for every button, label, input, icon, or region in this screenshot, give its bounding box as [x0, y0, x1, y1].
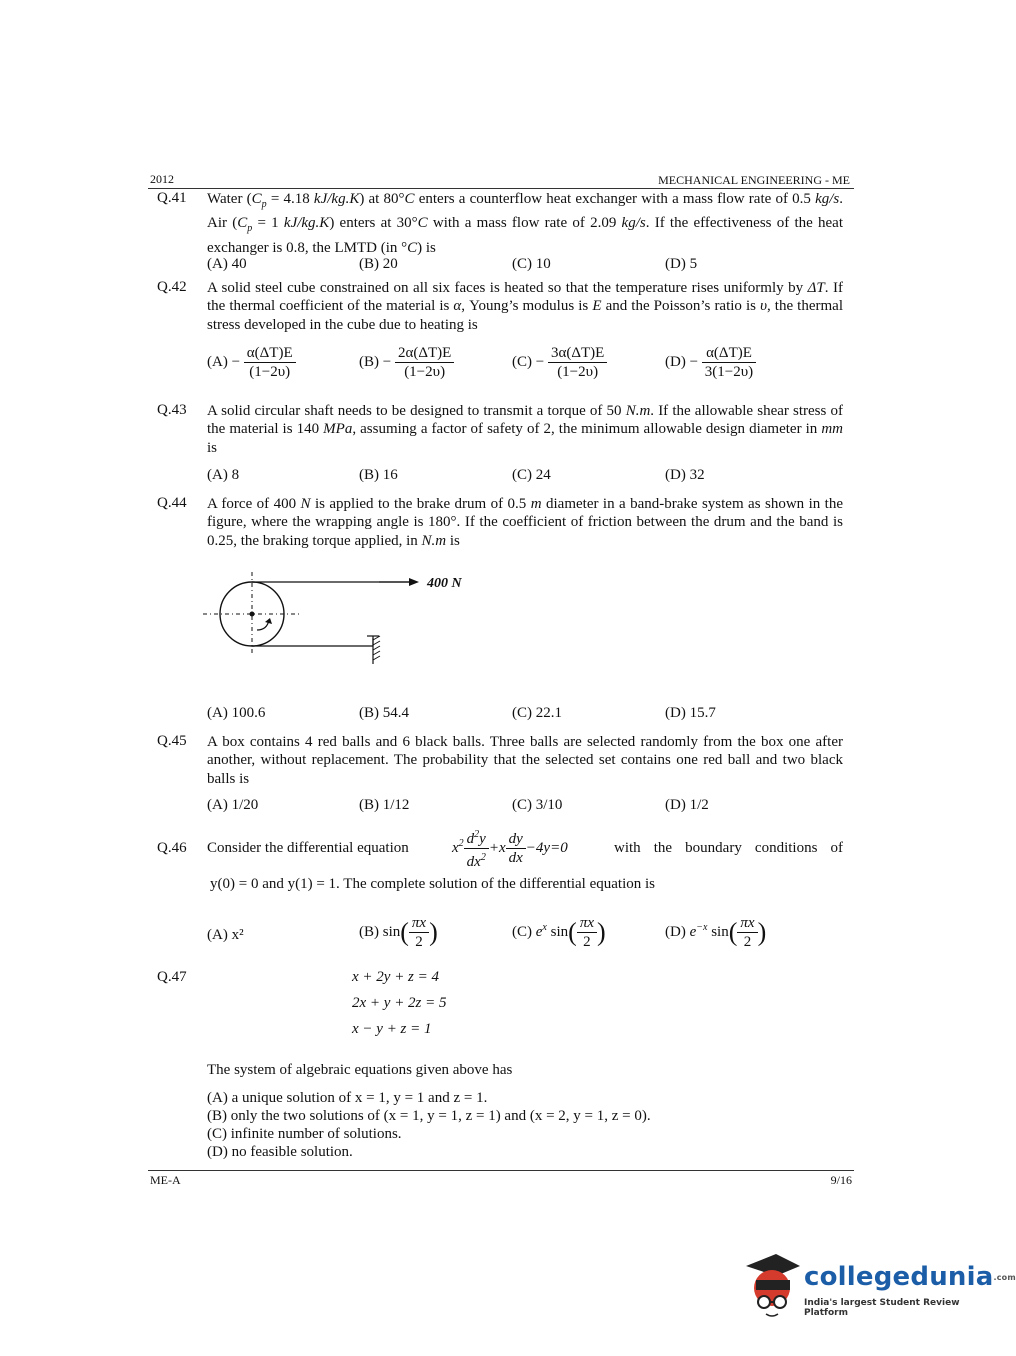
- option-a[interactable]: (A) 100.6: [207, 705, 266, 721]
- footer-rule: [148, 1170, 854, 1171]
- option-d[interactable]: (D) 32: [665, 467, 705, 483]
- option-b[interactable]: (B) 20: [359, 256, 398, 272]
- option-a[interactable]: (A) 1/20: [207, 797, 259, 813]
- option-b[interactable]: (B) 1/12: [359, 797, 410, 813]
- option-b[interactable]: (B) 16: [359, 467, 398, 483]
- drum-center: [250, 612, 255, 617]
- denominator: 3(1−2υ): [704, 364, 754, 380]
- question-number: Q.43: [157, 402, 187, 418]
- option-a[interactable]: (A) 40: [207, 256, 247, 272]
- boundary-conditions: y(0) = 0 and y(1) = 1. The complete solution of the differential equation is: [210, 876, 656, 892]
- logo-tagline: India's largest Student Review Platform: [804, 1298, 960, 1318]
- exam-year: 2012: [150, 172, 174, 186]
- option-a[interactable]: (A) a unique solution of x = 1, y = 1 and z = 1.: [207, 1090, 488, 1106]
- option-d[interactable]: (D) 1/2: [665, 797, 709, 813]
- numerator: α(ΔT)E: [244, 344, 296, 363]
- option-c[interactable]: (C) 3/10: [512, 797, 563, 813]
- question-46-tail: with the boundary conditions of: [614, 840, 843, 856]
- option-c[interactable]: (C) infinite number of solutions.: [207, 1126, 402, 1142]
- option-d[interactable]: (D) 5: [665, 256, 698, 272]
- equation-2: 2x + y + 2z = 5: [352, 995, 447, 1011]
- collegedunia-mascot-icon: [742, 1252, 802, 1320]
- denominator: (1−2υ): [404, 364, 446, 380]
- question-number: Q.47: [157, 969, 187, 985]
- option-a[interactable]: (A) x²: [207, 927, 244, 943]
- force-label: 400 N: [427, 576, 462, 591]
- option-b[interactable]: (B) − $\frac{2\alpha(\Delta T)E}{(1-2\upsilon)}$: [359, 344, 454, 381]
- option-c[interactable]: (C) 10: [512, 256, 551, 272]
- numerator: 3α(ΔT)E: [548, 344, 607, 363]
- question-44-text: A force of 400 N is applied to the brake drum of 0.5 m diameter in a band-brake system as shown in the figure, where the wrapping angle is 180°. If the coefficient of friction between the drum and the band is 0.25, the braking torque applied, in N.m is: [207, 496, 843, 549]
- denominator: (1−2υ): [557, 364, 599, 380]
- option-d[interactable]: (D) 15.7: [665, 705, 716, 721]
- option-c[interactable]: (C) $e^x$ sin( $\frac{\pi x}{2}$ ): [512, 915, 606, 950]
- option-c[interactable]: (C) 24: [512, 467, 551, 483]
- question-41-text: Water ($C_p = 4.18$ kJ/kg.K) at 80°C enters a counterflow heat exchanger with a mass flow rate of 0.5 kg/s. Air ($C_p = 1$ kJ/kg.K) enters at 30°C with a mass flow rate of 2.09 kg/s. If the effectiveness of the heat exchanger is 0.8, the LMTD (in °C) is: [207, 191, 843, 256]
- numerator: 2α(ΔT)E: [395, 344, 454, 363]
- question-number: Q.46: [157, 840, 187, 856]
- option-d[interactable]: (D) − $\frac{\alpha(\Delta T)E}{3(1-2\upsilon)}$: [665, 344, 756, 381]
- option-a[interactable]: (A) − $\frac{\alpha(\Delta T)E}{(1-2\upsilon)}$: [207, 344, 296, 381]
- option-c[interactable]: (C) 22.1: [512, 705, 562, 721]
- question-46-lead: Consider the differential equation: [207, 840, 409, 856]
- question-42-text: A solid steel cube constrained on all six faces is heated so that the temperature rises uniformly by ΔT. If the thermal coefficient of the material is α, Young’s modulus is E and the Poisson’s ratio is υ, the thermal stress developed in the cube due to heating is: [207, 280, 843, 333]
- equation-1: x + 2y + z = 4: [352, 969, 440, 985]
- header-rule: [148, 188, 854, 189]
- denominator: (1−2υ): [249, 364, 291, 380]
- option-b[interactable]: (B) sin( $\frac{\pi x}{2}$ ): [359, 915, 438, 950]
- page-number: 9/16: [830, 1173, 852, 1187]
- option-b[interactable]: (B) only the two solutions of (x = 1, y = 1, z = 1) and (x = 2, y = 1, z = 0).: [207, 1108, 651, 1124]
- option-a[interactable]: (A) 8: [207, 467, 240, 483]
- force-arrow-icon: [409, 578, 419, 586]
- question-number: Q.45: [157, 733, 187, 749]
- option-d[interactable]: (D) $e^{-x}$ sin( $\frac{\pi x}{2}$ ): [665, 915, 767, 950]
- option-d[interactable]: (D) no feasible solution.: [207, 1144, 353, 1160]
- paper-code: ME-A: [150, 1173, 181, 1187]
- collegedunia-logo[interactable]: collegedunia.com: [804, 1262, 1016, 1292]
- option-b[interactable]: (B) 54.4: [359, 705, 409, 721]
- question-43-text: A solid circular shaft needs to be designed to transmit a torque of 50 N.m. If the allowable shear stress of the material is 140 MPa, assuming a factor of safety of 2, the minimum allowable design diameter in mm is: [207, 403, 843, 456]
- equation-3: x − y + z = 1: [352, 1021, 432, 1037]
- option-c[interactable]: (C) − $\frac{3\alpha(\Delta T)E}{(1-2\upsilon)}$: [512, 344, 607, 381]
- question-45-text: A box contains 4 red balls and 6 black balls. Three balls are selected randomly from the box one after another, without replacement. The probability that the selected set contains one red ball and two black balls is: [207, 734, 843, 787]
- ground-hatch-icon: [367, 636, 380, 664]
- numerator: α(ΔT)E: [702, 344, 756, 363]
- question-number: Q.44: [157, 495, 187, 511]
- question-number: Q.42: [157, 279, 187, 295]
- differential-equation: $x^2$ $\frac{d^2y}{dx^2}$ +x $\frac{dy}{dx}$ −4y=0: [452, 826, 568, 871]
- question-47-stem: The system of algebraic equations given above has: [207, 1062, 513, 1078]
- subject-title: MECHANICAL ENGINEERING - ME: [658, 173, 850, 187]
- question-number: Q.41: [157, 190, 187, 206]
